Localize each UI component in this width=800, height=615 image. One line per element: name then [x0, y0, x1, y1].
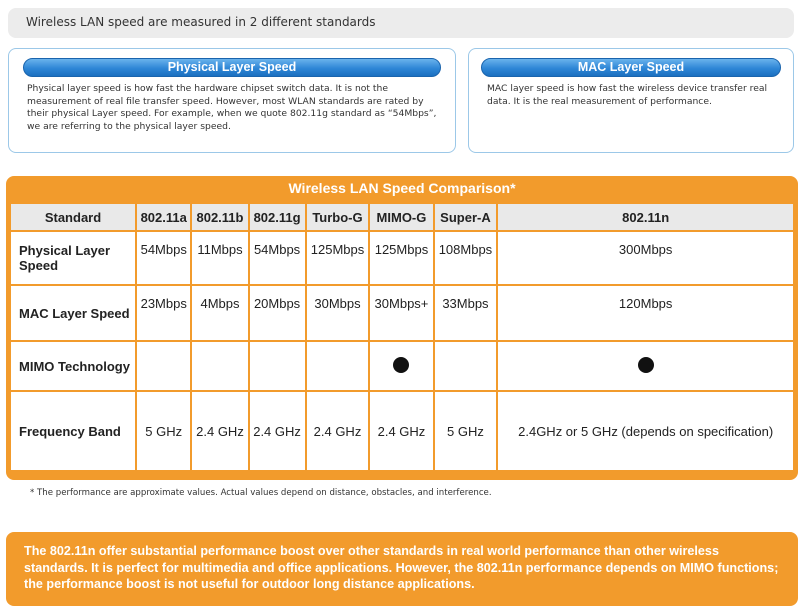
column-header: Standard: [11, 204, 135, 230]
mimo-cell: [192, 342, 247, 390]
table-header-row: [11, 204, 793, 230]
mimo-supported-dot-icon: [638, 357, 654, 373]
mimo-supported-dot-icon: [393, 357, 409, 373]
row-header: MIMO Technology: [11, 342, 135, 390]
mimo-cell: [137, 342, 190, 390]
summary-text: The 802.11n offer substantial performance boost over other standards in real world performance than other wireless standards. It is perfect for multimedia and office applications. However, the 802.11n performance depends on MIMO functions; the performance boost is not useful for outdoor long distance applications.: [24, 544, 779, 591]
comparison-table: [9, 202, 795, 472]
table-cell: 30Mbps: [307, 286, 369, 340]
table-cell: 23Mbps: [137, 286, 190, 340]
column-header: 802.11b: [192, 204, 247, 230]
table-cell: 120Mbps: [498, 286, 793, 340]
table-cell: 2.4GHz or 5 GHz (depends on specification): [498, 392, 793, 470]
table-cell: 30Mbps+: [370, 286, 432, 340]
column-header: 802.11n: [498, 204, 793, 230]
comparison-panel: [6, 176, 798, 480]
table-cell: 2.4 GHz: [192, 392, 247, 470]
table-row: [11, 286, 793, 340]
mimo-cell: [307, 342, 369, 390]
footnote: * The performance are approximate values. Actual values depend on distance, obstacles, and interference.: [30, 488, 492, 498]
column-header: 802.11a: [137, 204, 190, 230]
header-text: Wireless LAN speed are measured in 2 different standards: [26, 15, 376, 29]
physical-layer-title: Physical Layer Speed: [23, 58, 441, 77]
column-header: Super-A: [435, 204, 497, 230]
table-cell: 2.4 GHz: [250, 392, 305, 470]
header-bar: [8, 8, 794, 38]
table-cell: 300Mbps: [498, 232, 793, 284]
mimo-cell: [498, 342, 793, 390]
row-header: MAC Layer Speed: [11, 286, 135, 340]
table-cell: 125Mbps: [307, 232, 369, 284]
table-cell: 5 GHz: [137, 392, 190, 470]
row-header: Physical Layer Speed: [11, 232, 135, 284]
column-header: Turbo-G: [307, 204, 369, 230]
table-row: [11, 342, 793, 390]
row-header: Frequency Band: [11, 392, 135, 470]
table-cell: 5 GHz: [435, 392, 497, 470]
physical-layer-description: Physical layer speed is how fast the hardware chipset switch data. It is not the measurement of real file transfer speed. However, most WLAN standards are rated by their physical Layer speed. For example, when we quote 802.11g standard as “54Mbps”, we are referring to the physical layer speed.: [27, 83, 437, 132]
table-row: [11, 392, 793, 470]
comparison-title: Wireless LAN Speed Comparison*: [288, 180, 516, 196]
table-cell: 20Mbps: [250, 286, 305, 340]
mac-layer-card: [468, 48, 794, 153]
column-header: MIMO-G: [370, 204, 432, 230]
table-cell: 11Mbps: [192, 232, 247, 284]
physical-layer-card: [8, 48, 456, 153]
summary-banner: [6, 532, 798, 606]
table-cell: 33Mbps: [435, 286, 497, 340]
table-row: [11, 232, 793, 284]
column-header: 802.11g: [250, 204, 305, 230]
mimo-cell: [435, 342, 497, 390]
mac-layer-title: MAC Layer Speed: [481, 58, 781, 77]
table-cell: 54Mbps: [250, 232, 305, 284]
mimo-cell: [250, 342, 305, 390]
mimo-cell: [370, 342, 432, 390]
table-cell: 2.4 GHz: [307, 392, 369, 470]
table-cell: 4Mbps: [192, 286, 247, 340]
mac-layer-description: MAC layer speed is how fast the wireless device transfer real data. It is the real measurement of performance.: [487, 83, 768, 107]
table-cell: 54Mbps: [137, 232, 190, 284]
table-cell: 125Mbps: [370, 232, 432, 284]
table-cell: 2.4 GHz: [370, 392, 432, 470]
table-cell: 108Mbps: [435, 232, 497, 284]
